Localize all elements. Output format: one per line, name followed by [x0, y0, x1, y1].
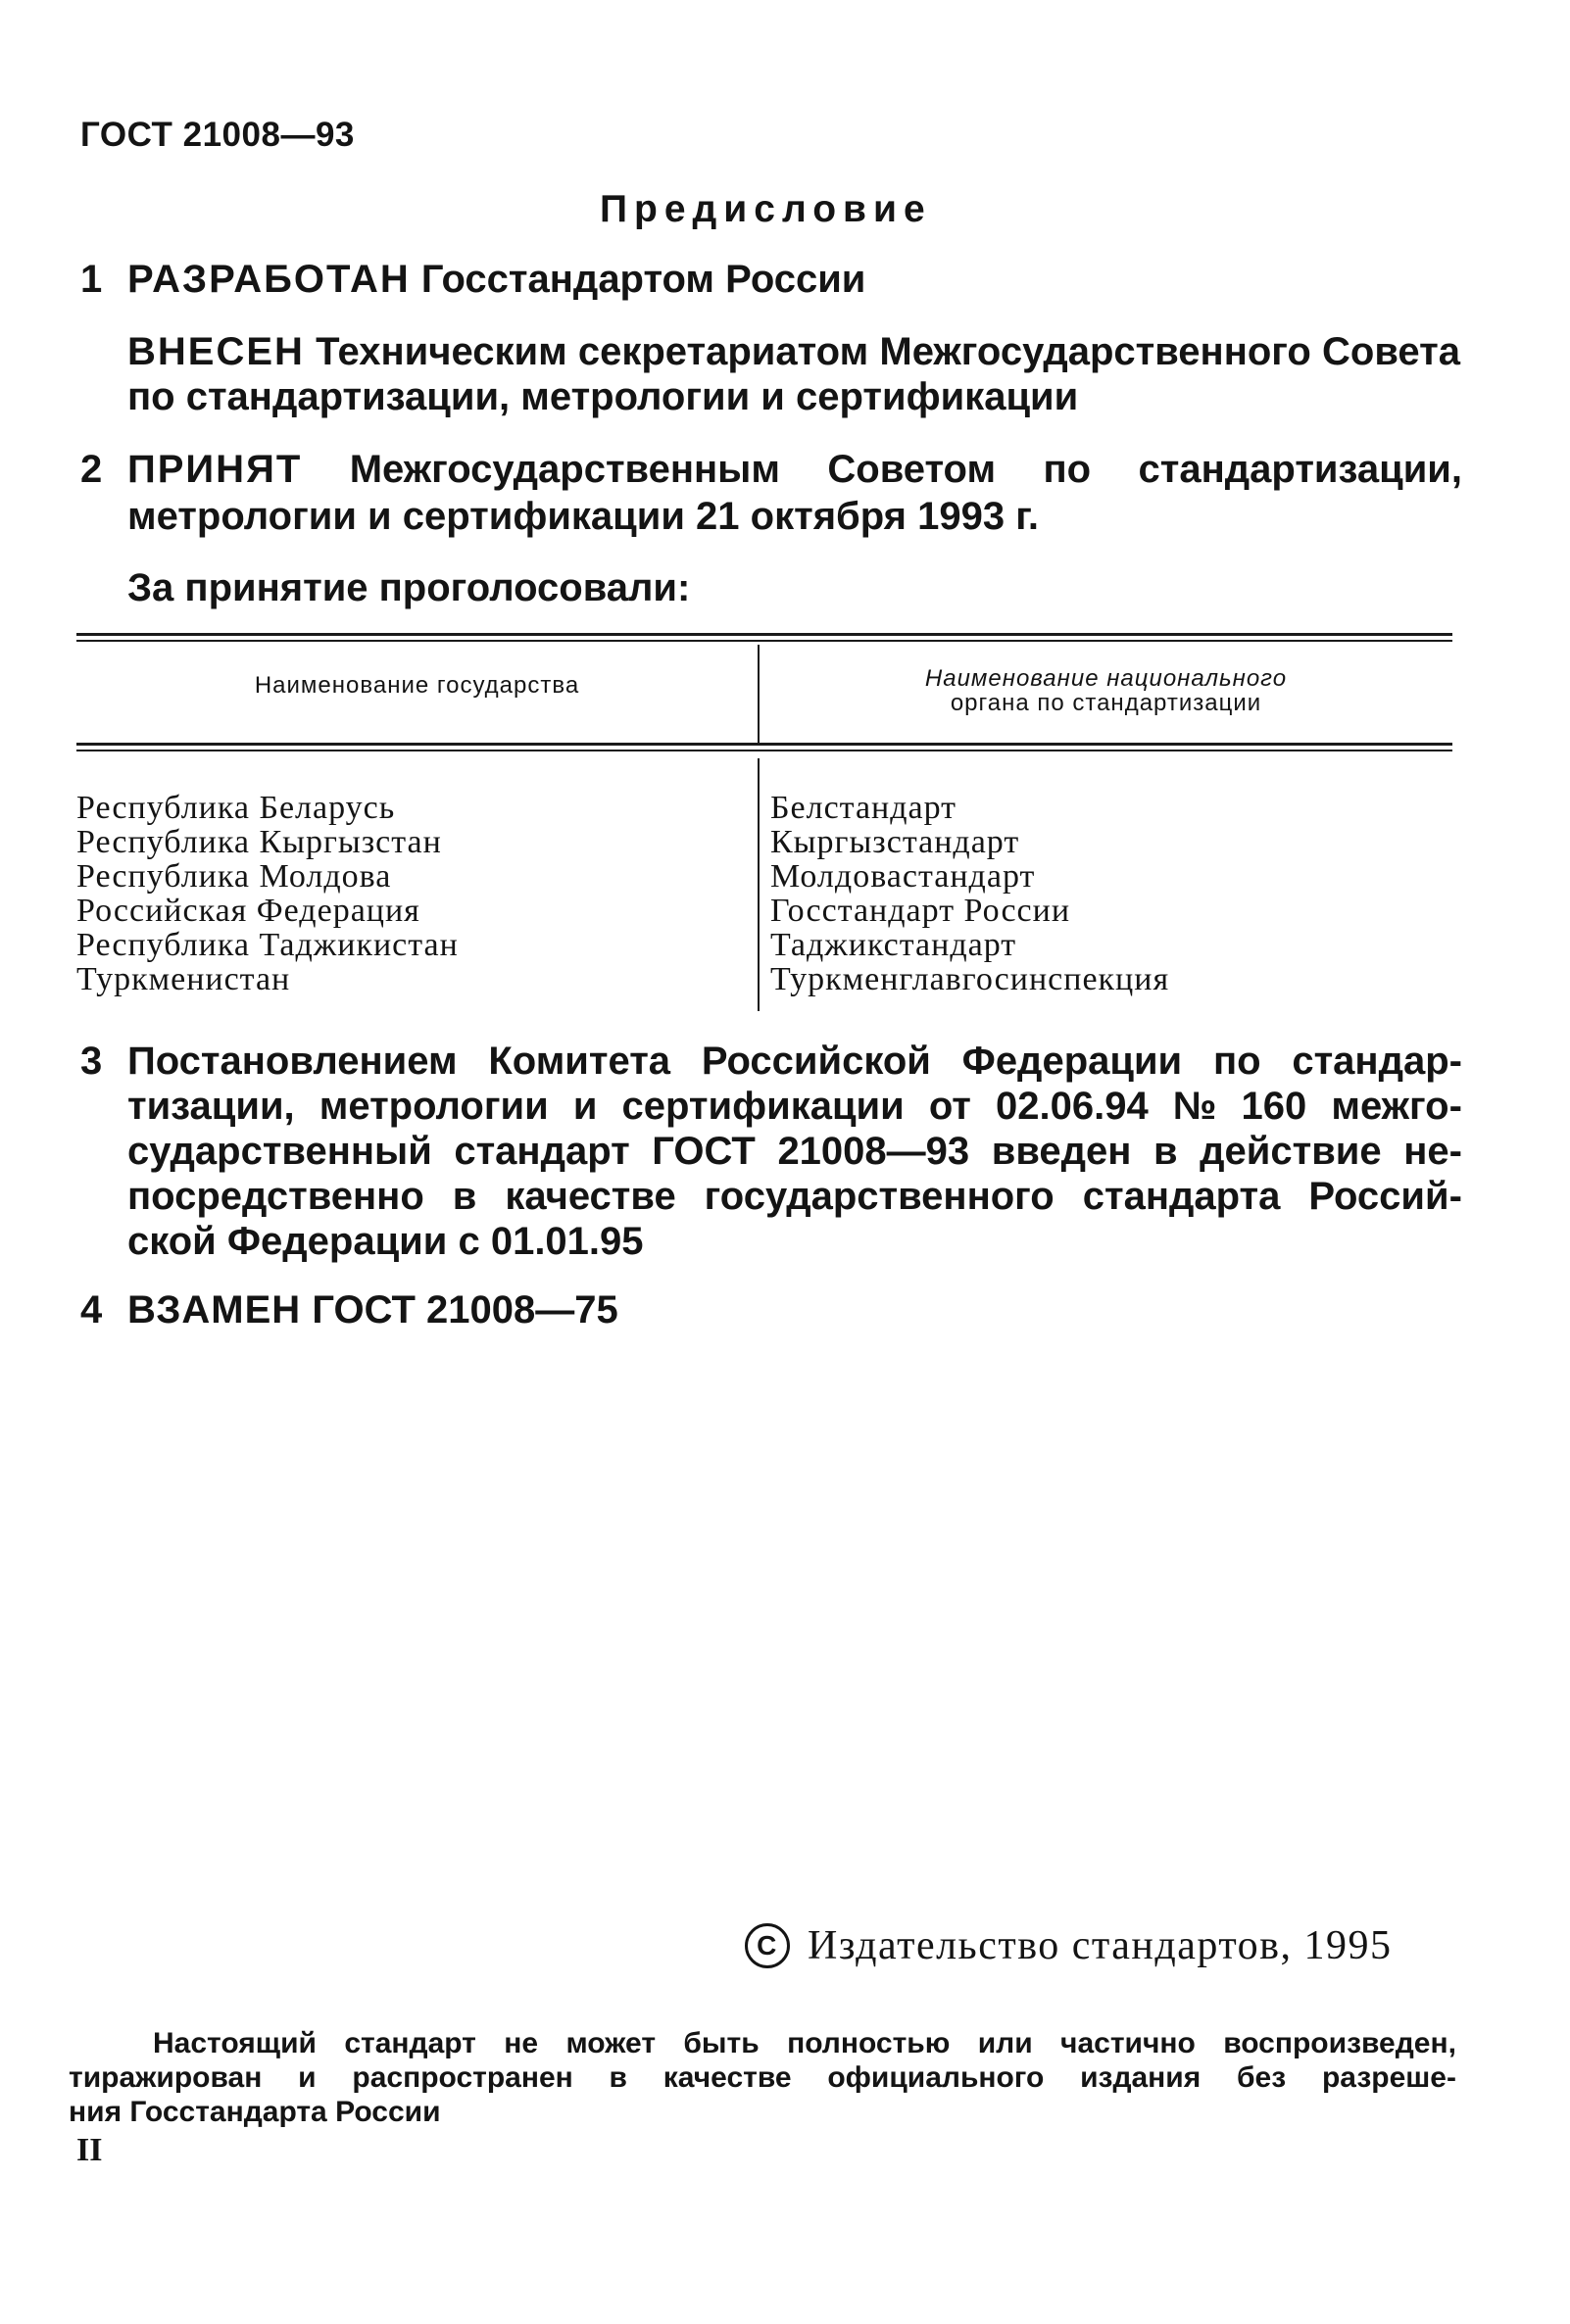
word: Федерации	[961, 1040, 1183, 1083]
section-2-line-1	[127, 447, 1462, 492]
table-cell-state: Туркменистан	[76, 961, 291, 997]
section-3-line	[127, 1084, 1462, 1129]
word: распространен	[352, 2061, 573, 2094]
table-row	[76, 859, 1452, 894]
word: в	[452, 1175, 477, 1218]
word: Постановлением	[127, 1040, 458, 1083]
table-cell-state: Республика Молдова	[76, 858, 392, 895]
word: тизации,	[127, 1085, 295, 1128]
word: Россий-	[1308, 1175, 1462, 1218]
word: №	[1172, 1085, 1217, 1128]
word: и	[298, 2061, 317, 2094]
copyright-line	[745, 1922, 1392, 1969]
word: Комитета	[488, 1040, 671, 1083]
section-1-label: РАЗРАБОТАН	[127, 258, 411, 301]
section-2-word: Советом	[827, 448, 997, 491]
word: стандарт	[344, 2027, 476, 2059]
section-3-line	[127, 1174, 1462, 1219]
section-2-word: Межгосударственным	[349, 448, 780, 491]
word: тиражирован	[69, 2061, 263, 2094]
table-row	[76, 928, 1452, 962]
word: Российской	[701, 1040, 931, 1083]
word: быть	[683, 2027, 760, 2059]
table-rule	[76, 640, 1452, 642]
section-3-line	[127, 1219, 1462, 1264]
section-3-line	[127, 1039, 1462, 1084]
word: воспроизведен,	[1223, 2027, 1456, 2059]
section-4-line	[127, 1287, 618, 1332]
section-4-label: ВЗАМЕН	[127, 1288, 302, 1331]
section-3-number: 3	[80, 1040, 103, 1083]
notice-line	[69, 2026, 1456, 2060]
word: введен	[991, 1130, 1132, 1173]
table-header-state: Наименование государства	[254, 672, 580, 699]
member-states-table	[76, 633, 1452, 1011]
table-row	[76, 962, 1452, 996]
word: частично	[1060, 2027, 1196, 2059]
table-cell-state: Республика Кыргызстан	[76, 824, 442, 860]
section-3-line	[127, 1129, 1462, 1174]
section-2-word: по	[1043, 448, 1092, 491]
section-3-text	[127, 1039, 1462, 1264]
section-2-word: стандартизации,	[1138, 448, 1462, 491]
word: Настоящий	[153, 2027, 317, 2059]
table-header-body	[760, 666, 1452, 715]
page-title: Предисловие	[600, 188, 932, 230]
reproduction-notice	[69, 2026, 1456, 2129]
table-cell-body: Туркменглавгосинспекция	[770, 961, 1170, 997]
table-header-body-line-1: Наименование национального	[924, 665, 1288, 692]
table-cell-state: Республика Беларусь	[76, 790, 396, 826]
word: в	[1153, 1130, 1178, 1173]
word: стандарта	[1082, 1175, 1281, 1218]
word: не	[504, 2027, 539, 2059]
introduced-text: Техническим секретариатом Межгосударственного Совета по стандартизации, метрологии и сертификации	[127, 330, 1460, 418]
notice-line	[69, 2060, 1456, 2095]
page-number: II	[76, 2132, 103, 2168]
table-cell-state: Республика Таджикистан	[76, 927, 459, 963]
voted-caption: За принятие проголосовали:	[127, 566, 691, 609]
table-cell-body: Молдовастандарт	[770, 858, 1036, 895]
word: может	[565, 2027, 657, 2059]
table-rule	[76, 633, 1452, 636]
word: разреше-	[1321, 2061, 1456, 2094]
word: сударственный	[127, 1130, 432, 1173]
word: качестве	[662, 2061, 792, 2094]
section-4-number: 4	[80, 1288, 103, 1331]
table-cell-body: Кыргызстандарт	[770, 824, 1020, 860]
document-code: ГОСТ 21008—93	[80, 116, 355, 154]
table-header-body-line-2: органа по стандартизации	[950, 690, 1262, 716]
word: не-	[1403, 1130, 1462, 1173]
word: стандарт	[454, 1130, 630, 1173]
table-row	[76, 825, 1452, 859]
word: в	[609, 2061, 627, 2094]
word: без	[1237, 2061, 1287, 2094]
notice-line	[69, 2095, 1456, 2129]
word: действие	[1200, 1130, 1382, 1173]
table-rule	[76, 750, 1452, 751]
table-cell-body: Белстандарт	[770, 790, 957, 826]
word: 02.06.94	[995, 1085, 1149, 1128]
word: или	[977, 2027, 1033, 2059]
section-1-introduced	[127, 329, 1460, 419]
copyright-icon: C	[745, 1923, 790, 1968]
word: 160	[1241, 1085, 1307, 1128]
table-cell-state: Российская Федерация	[76, 893, 420, 929]
word: ской Федерации с 01.01.95	[127, 1220, 644, 1263]
word: метрологии	[319, 1085, 549, 1128]
introduced-label: ВНЕСЕН	[127, 330, 305, 373]
word: официального	[827, 2061, 1045, 2094]
word: 21008—93	[777, 1130, 970, 1173]
table-row	[76, 791, 1452, 825]
word: межго-	[1331, 1085, 1462, 1128]
table-row	[76, 894, 1452, 928]
table-cell-body: Госстандарт России	[770, 893, 1071, 929]
word: по	[1212, 1040, 1261, 1083]
table-rule	[76, 743, 1452, 746]
word: от	[928, 1085, 971, 1128]
word: стандар-	[1292, 1040, 1462, 1083]
table-cell-body: Таджикстандарт	[770, 927, 1017, 963]
word: качестве	[505, 1175, 676, 1218]
word: и	[572, 1085, 598, 1128]
table-body	[76, 791, 1452, 996]
copyright-text: Издательство стандартов, 1995	[808, 1923, 1393, 1968]
section-2-label: ПРИНЯТ	[127, 448, 303, 491]
section-1-line	[127, 257, 865, 302]
word: полностью	[787, 2027, 951, 2059]
word: сертификации	[621, 1085, 905, 1128]
word: посредственно	[127, 1175, 424, 1218]
section-1-text: Госстандартом России	[420, 258, 866, 301]
section-2-line-2: метрологии и сертификации 21 октября 1993 г.	[127, 495, 1039, 538]
word: государственного	[704, 1175, 1055, 1218]
word: ния Госстандарта России	[69, 2096, 441, 2128]
word: ГОСТ	[652, 1130, 756, 1173]
section-4-text: ГОСТ 21008—75	[312, 1288, 618, 1331]
word: издания	[1080, 2061, 1202, 2094]
section-2-number: 2	[80, 448, 103, 491]
section-1-number: 1	[80, 258, 103, 301]
